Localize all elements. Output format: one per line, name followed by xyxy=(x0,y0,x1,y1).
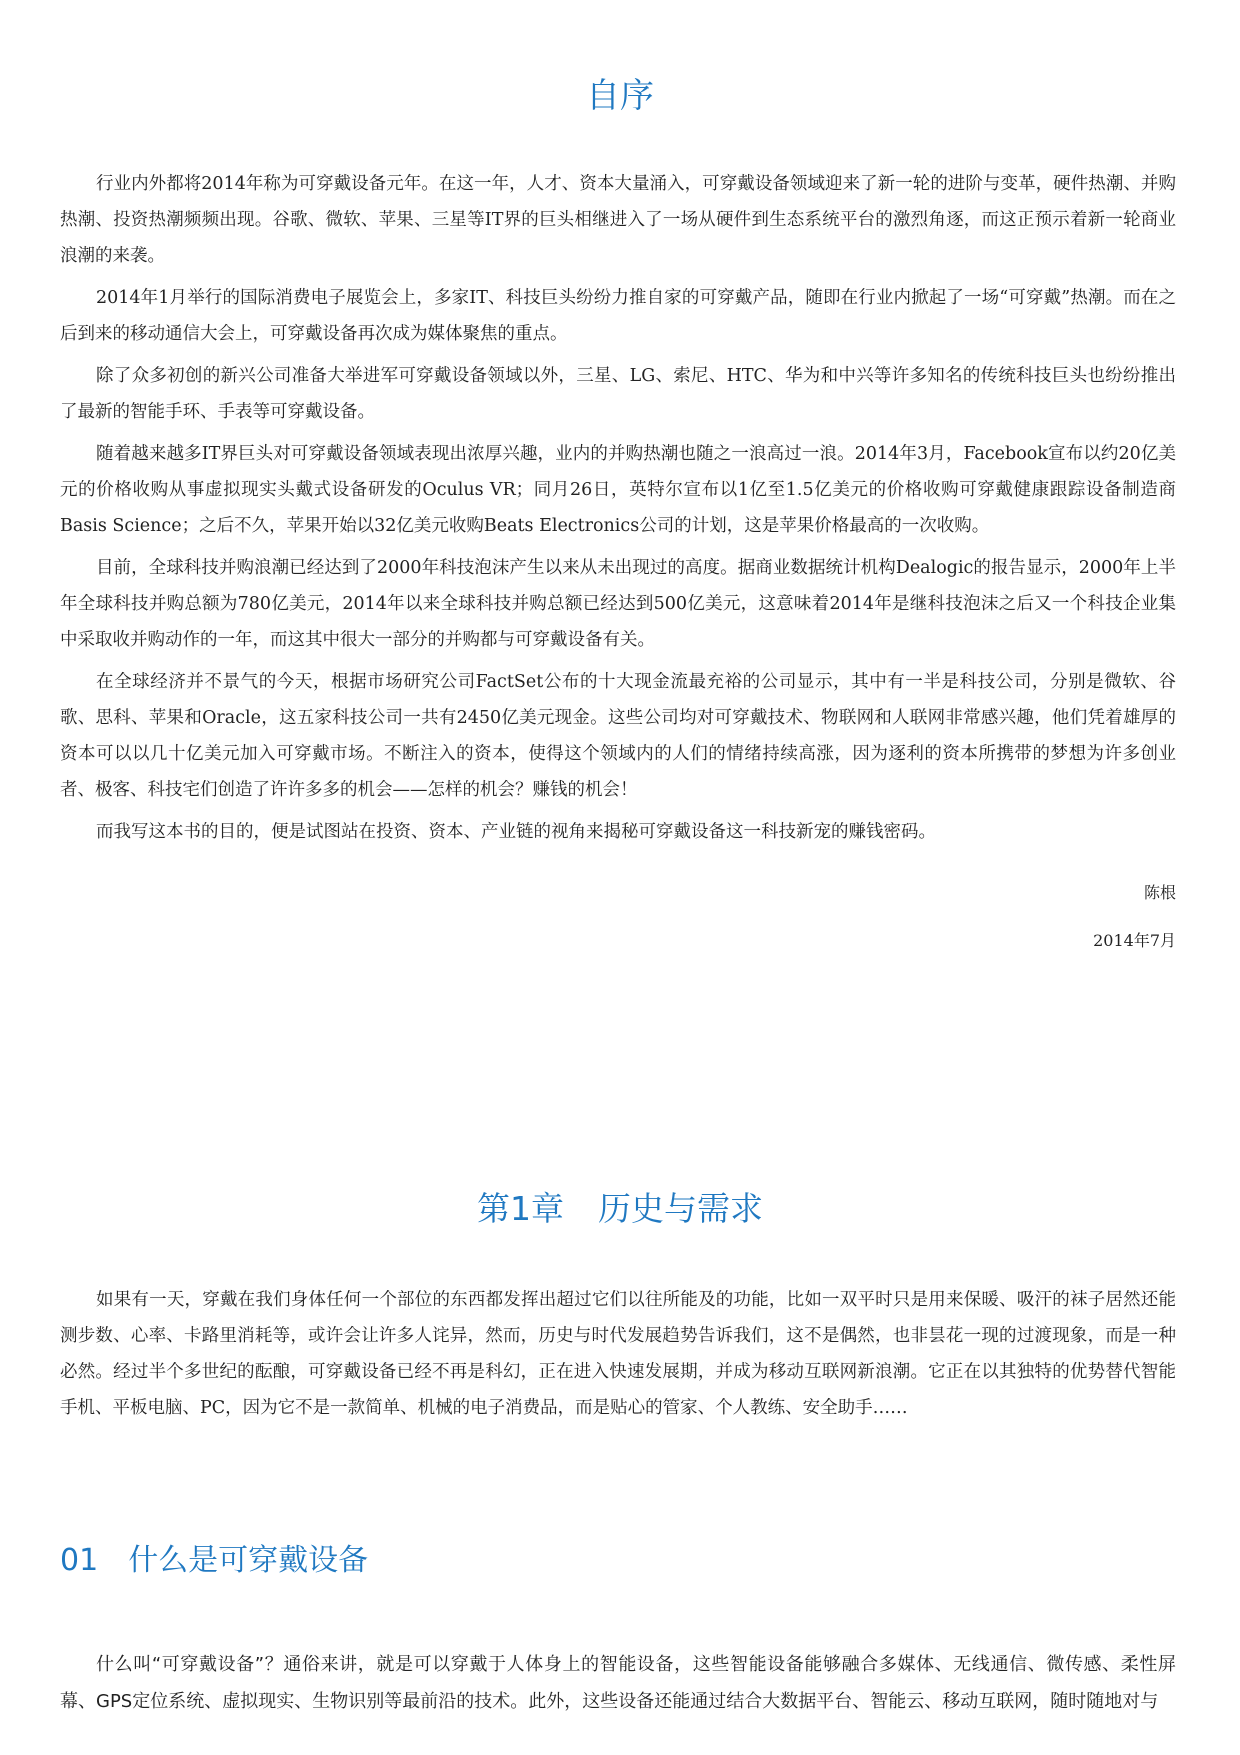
chapter-name: 历史与需求 xyxy=(598,1189,763,1228)
preface-paragraph-6-block xyxy=(60,664,1176,808)
preface-paragraph-2: 2014年1月举行的国际消费电子展览会上，多家IT、科技巨头纷纷力推自家的可穿戴产品，随即在行业内掀起了一场“可穿戴”热潮。而在之后到来的移动通信大会上，可穿戴设备再次成为媒体聚焦的重点。 xyxy=(60,288,1176,344)
preface-title: 自序 xyxy=(586,76,654,116)
preface-paragraph-5-block xyxy=(60,550,1176,658)
preface-paragraph-4-block xyxy=(60,436,1176,544)
section-title xyxy=(60,1535,368,1579)
section-number: 01 xyxy=(60,1543,99,1578)
chapter-intro-block xyxy=(60,1282,1176,1426)
preface-paragraph-4: 随着越来越多IT界巨头对可穿戴设备领域表现出浓厚兴趣，业内的并购热潮也随之一浪高过一浪。2014年3月，Facebook宣布以约20亿美元的价格收购从事虚拟现实头戴式设备研发的Oculus VR；同月26日，英特尔宣布以1亿至1.5亿美元的价格收购可穿戴健康跟踪设备制造商Basis Science；之后不久，苹果开始以32亿美元收购Beats Electronics公司的计划，这是苹果价格最高的一次收购。 xyxy=(60,444,1176,536)
preface-paragraph-6: 在全球经济并不景气的今天，根据市场研究公司FactSet公布的十大现金流最充裕的公司显示，其中有一半是科技公司，分别是微软、谷歌、思科、苹果和Oracle，这五家科技公司一共有2450亿美元现金。这些公司均对可穿戴技术、物联网和人联网非常感兴趣，他们凭着雄厚的资本可以以几十亿美元加入可穿戴市场。不断注入的资本，使得这个领域内的人们的情绪持续高涨，因为逐利的资本所携带的梦想为许多创业者、极客、科技宅们创造了许许多多的机会——怎样的机会？赚钱的机会！ xyxy=(60,672,1176,800)
preface-paragraph-5: 目前，全球科技并购浪潮已经达到了2000年科技泡沫产生以来从未出现过的高度。据商业数据统计机构Dealogic的报告显示，2000年上半年全球科技并购总额为780亿美元，2014年以来全球科技并购总额已经达到500亿美元，这意味着2014年是继科技泡沫之后又一个科技企业集中采取收并购动作的一年，而这其中很大一部分的并购都与可穿戴设备有关。 xyxy=(60,558,1176,650)
section-paragraph: 什么叫“可穿戴设备”？通俗来讲，就是可以穿戴于人体身上的智能设备，这些智能设备能够融合多媒体、无线通信、微传感、柔性屏幕、GPS定位系统、虚拟现实、生物识别等最前沿的技术。此外，这些设备还能通过结合大数据平台、智能云、移动互联网，随时随地对与 xyxy=(60,1654,1176,1712)
chapter-number: 第1章 xyxy=(477,1189,564,1228)
chapter-title xyxy=(0,1183,1240,1230)
preface-paragraph-1-block xyxy=(60,166,1176,274)
preface-paragraph-3-block xyxy=(60,358,1176,430)
preface-paragraph-7-block xyxy=(60,814,1176,850)
chapter-intro-paragraph: 如果有一天，穿戴在我们身体任何一个部位的东西都发挥出超过它们以往所能及的功能，比如一双平时只是用来保暖、吸汗的袜子居然还能测步数、心率、卡路里消耗等，或许会让许多人诧异，然而，历史与时代发展趋势告诉我们，这不是偶然，也非昙花一现的过渡现象，而是一种必然。经过半个多世纪的酝酿，可穿戴设备已经不再是科幻，正在进入快速发展期，并成为移动互联网新浪潮。它正在以其独特的优势替代智能手机、平板电脑、PC，因为它不是一款简单、机械的电子消费品，而是贴心的管家、个人教练、安全助手…… xyxy=(60,1290,1176,1418)
section-name: 什么是可穿戴设备 xyxy=(128,1543,369,1578)
preface-paragraph-2-block xyxy=(60,280,1176,352)
preface-author: 陈根 xyxy=(1143,883,1176,902)
preface-date: 2014年7月 xyxy=(1093,931,1176,950)
preface-paragraph-7: 而我写这本书的目的，便是试图站在投资、资本、产业链的视角来揭秘可穿戴设备这一科技新宠的赚钱密码。 xyxy=(96,822,936,842)
preface-paragraph-1: 行业内外都将2014年称为可穿戴设备元年。在这一年，人才、资本大量涌入，可穿戴设备领域迎来了新一轮的进阶与变革，硬件热潮、并购热潮、投资热潮频频出现。谷歌、微软、苹果、三星等IT界的巨头相继进入了一场从硬件到生态系统平台的激烈角逐，而这正预示着新一轮商业浪潮的来袭。 xyxy=(60,174,1176,266)
preface-paragraph-3: 除了众多初创的新兴公司准备大举进军可穿戴设备领域以外，三星、LG、索尼、HTC、华为和中兴等许多知名的传统科技巨头也纷纷推出了最新的智能手环、手表等可穿戴设备。 xyxy=(60,366,1176,422)
section-paragraph-block xyxy=(60,1646,1176,1720)
